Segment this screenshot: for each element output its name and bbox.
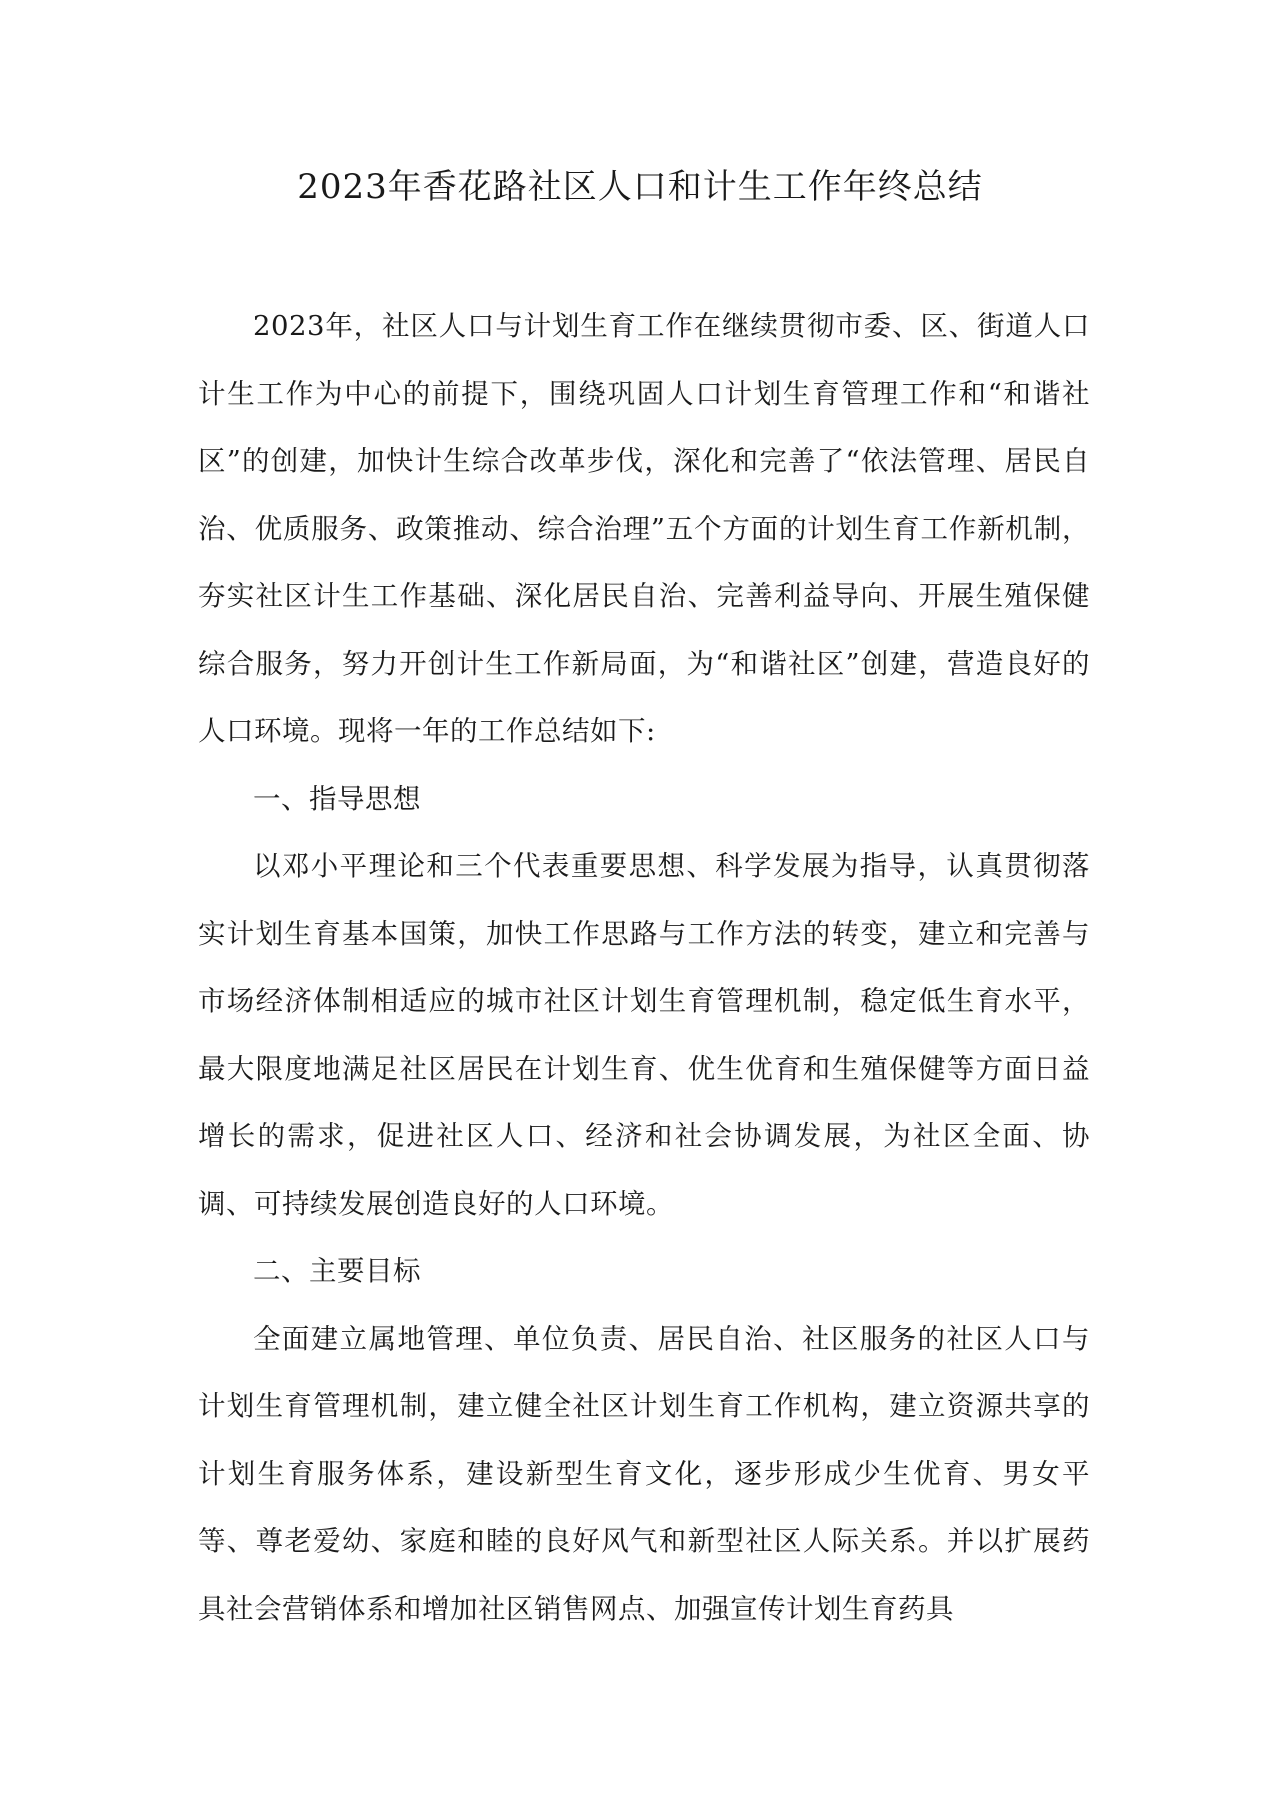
- document-title: 2023年香花路社区人口和计生工作年终总结: [297, 167, 983, 207]
- document-body: [198, 293, 1090, 1643]
- main-goals-paragraph: 全面建立属地管理、单位负责、居民自治、社区服务的社区人口与计划生育管理机制，建立健全社区计划生育工作机构，建立资源共享的计划生育服务体系，建设新型生育文化，逐步形成少生优育、男女平等、尊老爱幼、家庭和睦的良好风气和新型社区人际关系。并以扩展药具社会营销体系和增加社区销售网点、加强宣传计划生育药具: [198, 1322, 1090, 1625]
- intro-paragraph: 2023年，社区人口与计划生育工作在继续贯彻市委、区、街道人口计生工作为中心的前提下，围绕巩固人口计划生育管理工作和“和谐社区”的创建，加快计生综合改革步伐，深化和完善了“依法管理、居民自治、优质服务、政策推动、综合治理”五个方面的计划生育工作新机制，夯实社区计生工作基础、深化居民自治、完善利益导向、开展生殖保健综合服务，努力开创计生工作新局面，为“和谐社区”创建，营造良好的人口环境。现将一年的工作总结如下:: [198, 310, 1090, 747]
- section-heading-main-goals: 二、主要目标: [253, 1255, 421, 1287]
- section-heading-guiding-ideology: 一、指导思想: [253, 782, 421, 815]
- guiding-ideology-paragraph: 以邓小平理论和三个代表重要思想、科学发展为指导，认真贯彻落实计划生育基本国策，加快工作思路与工作方法的转变，建立和完善与市场经济体制相适应的城市社区计划生育管理机制，稳定低生育水平，最大限度地满足社区居民在计划生育、优生优育和生殖保健等方面日益增长的需求，促进社区人口、经济和社会协调发展，为社区全面、协调、可持续发展创造良好的人口环境。: [198, 850, 1090, 1220]
